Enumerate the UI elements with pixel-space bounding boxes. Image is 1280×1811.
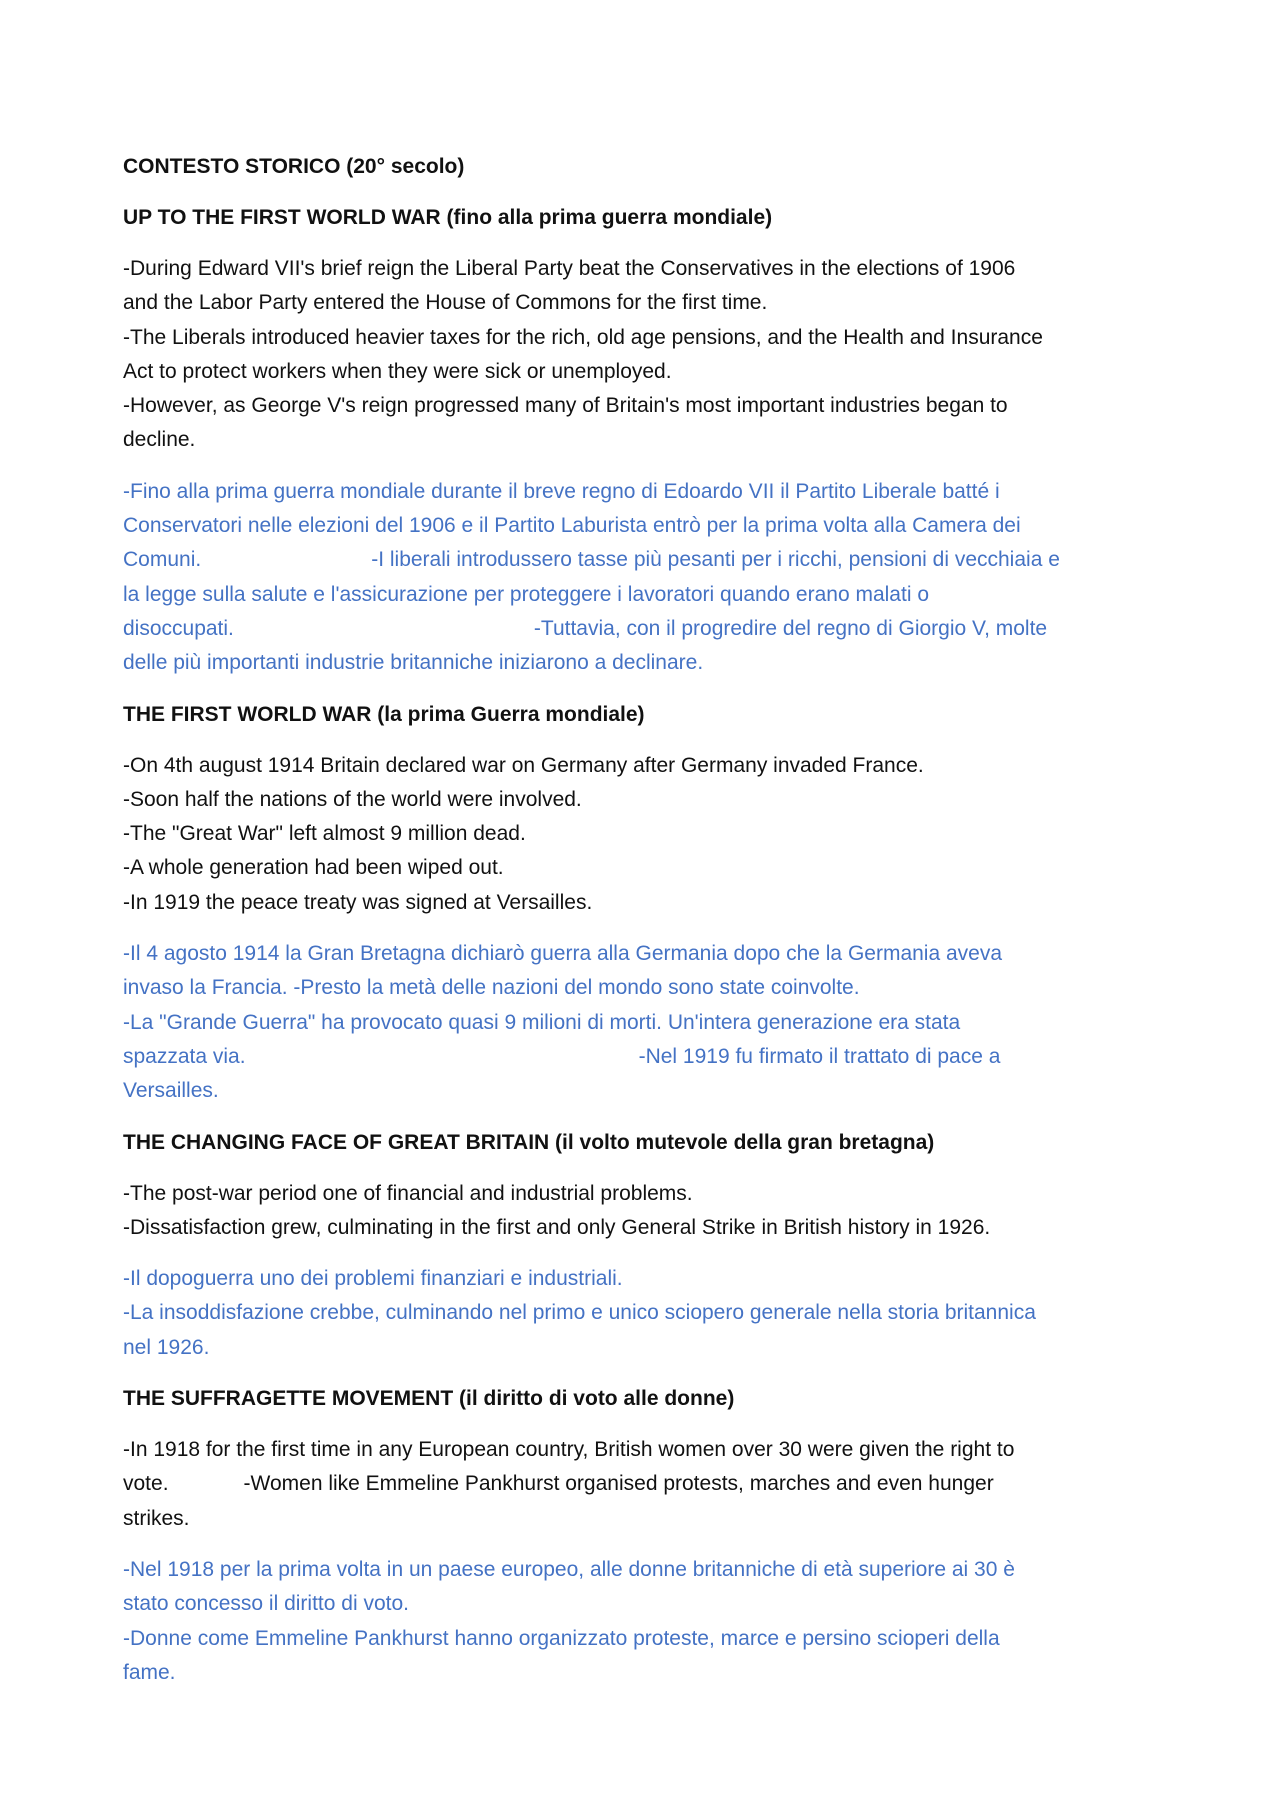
text-line: Versailles.: [123, 1079, 219, 1103]
text-line: -Fino alla prima guerra mondiale durante il breve regno di Edoardo VII il Partito Liberale batté i: [123, 479, 1000, 503]
text-line: delle più importanti industrie britanniche iniziarono a declinare.: [123, 651, 704, 675]
text-segment: Comuni.: [123, 548, 202, 572]
text-line: -The post-war period one of financial and industrial problems.: [123, 1181, 693, 1205]
section-heading-changing-face: THE CHANGING FACE OF GREAT BRITAIN (il volto mutevole della gran bretagna): [123, 1130, 935, 1154]
text-line: -The "Great War" left almost 9 million dead.: [123, 822, 526, 846]
text-line: Act to protect workers when they were sick or unemployed.: [123, 359, 672, 383]
text-line: [123, 1467, 1183, 1501]
text-line: -Il dopoguerra uno dei problemi finanziari e industriali.: [123, 1267, 623, 1291]
text-line: stato concesso il diritto di voto.: [123, 1592, 409, 1616]
text-line: -In 1919 the peace treaty was signed at Versailles.: [123, 890, 593, 914]
text-line: strikes.: [123, 1506, 190, 1530]
text-line: -The Liberals introduced heavier taxes for the rich, old age pensions, and the Health and Insurance: [123, 325, 1043, 349]
text-line: -A whole generation had been wiped out.: [123, 856, 504, 880]
text-line: [123, 1040, 1183, 1074]
text-line: fame.: [123, 1660, 176, 1684]
text-line: -During Edward VII's brief reign the Liberal Party beat the Conservatives in the elections of 1906: [123, 257, 1016, 280]
text-line: invaso la Francia. -Presto la metà delle nazioni del mondo sono state coinvolte.: [123, 976, 860, 1000]
text-line: decline.: [123, 428, 196, 452]
text-line: and the Labor Party entered the House of Commons for the first time.: [123, 291, 768, 315]
section-heading-pre-war: UP TO THE FIRST WORLD WAR (fino alla prima guerra mondiale): [123, 206, 773, 229]
english-paragraph-pre-war: [123, 252, 1183, 458]
text-segment: spazzata via.: [123, 1044, 246, 1068]
text-segment: -Nel 1919 fu firmato il trattato di pace a: [638, 1044, 1001, 1068]
italian-paragraph-suffragette: [123, 1553, 1183, 1690]
text-line: -La insoddisfazione crebbe, culminando nel primo e unico sciopero generale nella storia britannica: [123, 1301, 1036, 1325]
text-line: Conservatori nelle elezioni del 1906 e il Partito Laburista entrò per la prima volta alla Camera dei: [123, 514, 1021, 538]
text-line: -Soon half the nations of the world were involved.: [123, 787, 582, 811]
text-line: [123, 543, 1183, 577]
english-paragraph-suffragette: [123, 1433, 1183, 1536]
text-line: -Donne come Emmeline Pankhurst hanno organizzato proteste, marce e persino scioperi della: [123, 1626, 1000, 1650]
text-line: la legge sulla salute e l'assicurazione per proteggere i lavoratori quando erano malati o: [123, 582, 929, 606]
english-paragraph-first-world-war: [123, 749, 1183, 920]
italian-paragraph-first-world-war: [123, 937, 1183, 1108]
section-heading-first-world-war: THE FIRST WORLD WAR (la prima Guerra mondiale): [123, 702, 645, 726]
text-line: nel 1926.: [123, 1335, 210, 1359]
document-title: CONTESTO STORICO (20° secolo): [123, 155, 465, 178]
text-segment: -I liberali introdussero tasse più pesanti per i ricchi, pensioni di vecchiaia e: [371, 548, 1060, 572]
text-segment: -Women like Emmeline Pankhurst organised protests, marches and even hunger: [243, 1472, 994, 1496]
document-page: [123, 150, 1183, 1707]
text-segment: vote.: [123, 1472, 169, 1496]
italian-paragraph-pre-war: [123, 475, 1183, 681]
text-segment: disoccupati.: [123, 616, 234, 640]
text-line: -On 4th august 1914 Britain declared war on Germany after Germany invaded France.: [123, 753, 924, 777]
text-line: -Nel 1918 per la prima volta in un paese europeo, alle donne britanniche di età superiore ai 30 è: [123, 1557, 1015, 1581]
section-heading-suffragette: THE SUFFRAGETTE MOVEMENT (il diritto di voto alle donne): [123, 1387, 735, 1411]
italian-paragraph-changing-face: [123, 1262, 1183, 1365]
text-line: [123, 612, 1183, 646]
english-paragraph-changing-face: [123, 1177, 1183, 1246]
text-line: -However, as George V's reign progressed many of Britain's most important industries began to: [123, 394, 1008, 418]
text-line: -In 1918 for the first time in any European country, British women over 30 were given the right to: [123, 1438, 1015, 1462]
text-segment: -Tuttavia, con il progredire del regno di Giorgio V, molte: [533, 616, 1048, 640]
text-line: -Il 4 agosto 1914 la Gran Bretagna dichiarò guerra alla Germania dopo che la Germania aveva: [123, 942, 1003, 966]
text-line: -Dissatisfaction grew, culminating in the first and only General Strike in British history in 1926.: [123, 1215, 991, 1239]
text-line: -La "Grande Guerra" ha provocato quasi 9 milioni di morti. Un'intera generazione era stata: [123, 1010, 961, 1034]
